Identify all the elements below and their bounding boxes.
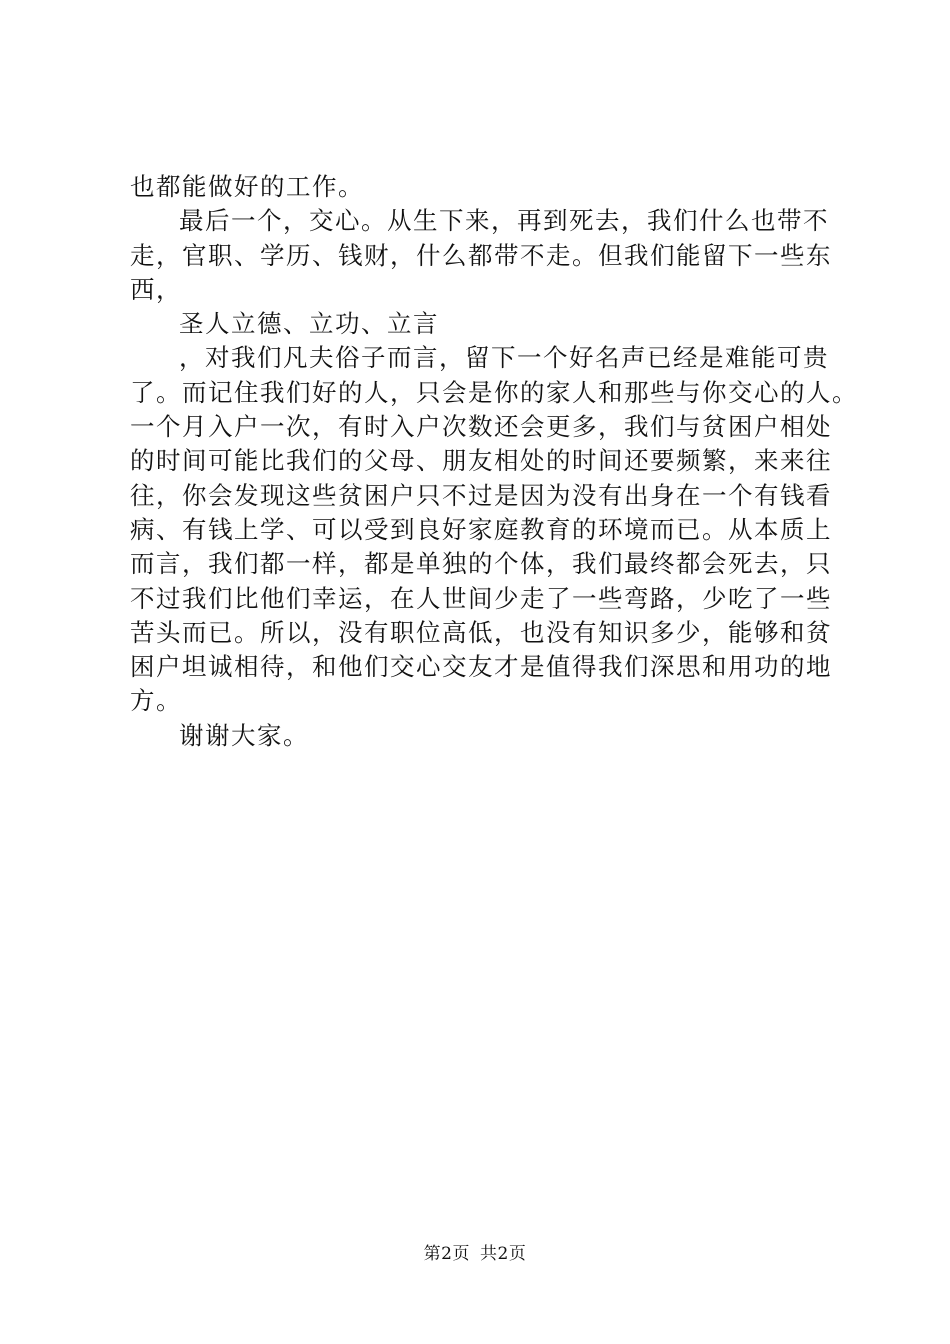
body-line: 西， [130,274,182,304]
body-line: 苦头而已。所以，没有职位高低，也没有知识多少，能够和贫 [130,617,832,647]
body-line: 方。 [130,686,182,716]
body-line: 最后一个，交心。从生下来，再到死去，我们什么也带不 [179,206,829,236]
body-line: 困户坦诚相待，和他们交心交友才是值得我们深思和用功的地 [130,652,832,682]
body-line: 谢谢大家。 [179,720,309,750]
body-line: 不过我们比他们幸运，在人世间少走了一些弯路，少吃了一些 [130,583,832,613]
body-line: 而言，我们都一样，都是单独的个体，我们最终都会死去，只 [130,549,832,579]
body-line: 一个月入户一次，有时入户次数还会更多，我们与贫困户相处 [130,412,832,442]
body-line: 往，你会发现这些贫困户只不过是因为没有出身在一个有钱看 [130,480,832,510]
body-line: 病、有钱上学、可以受到良好家庭教育的环境而已。从本质上 [130,514,832,544]
page-total: 共2页 [480,1244,527,1264]
body-line: 圣人立德、立功、立言 [179,309,439,339]
body-line: 的时间可能比我们的父母、朋友相处的时间还要频繁，来来往 [130,446,832,476]
document-body [130,170,858,753]
page-number: 第2页 [423,1244,470,1264]
body-line: 了。而记住我们好的人，只会是你的家人和那些与你交心的人。 [130,377,858,407]
body-line: 也都能做好的工作。 [130,172,364,201]
page-footer [0,1243,950,1265]
body-line: 走，官职、学历、钱财，什么都带不走。但我们能留下一些东 [130,240,832,270]
body-line: ，对我们凡夫俗子而言，留下一个好名声已经是难能可贵 [179,343,829,373]
